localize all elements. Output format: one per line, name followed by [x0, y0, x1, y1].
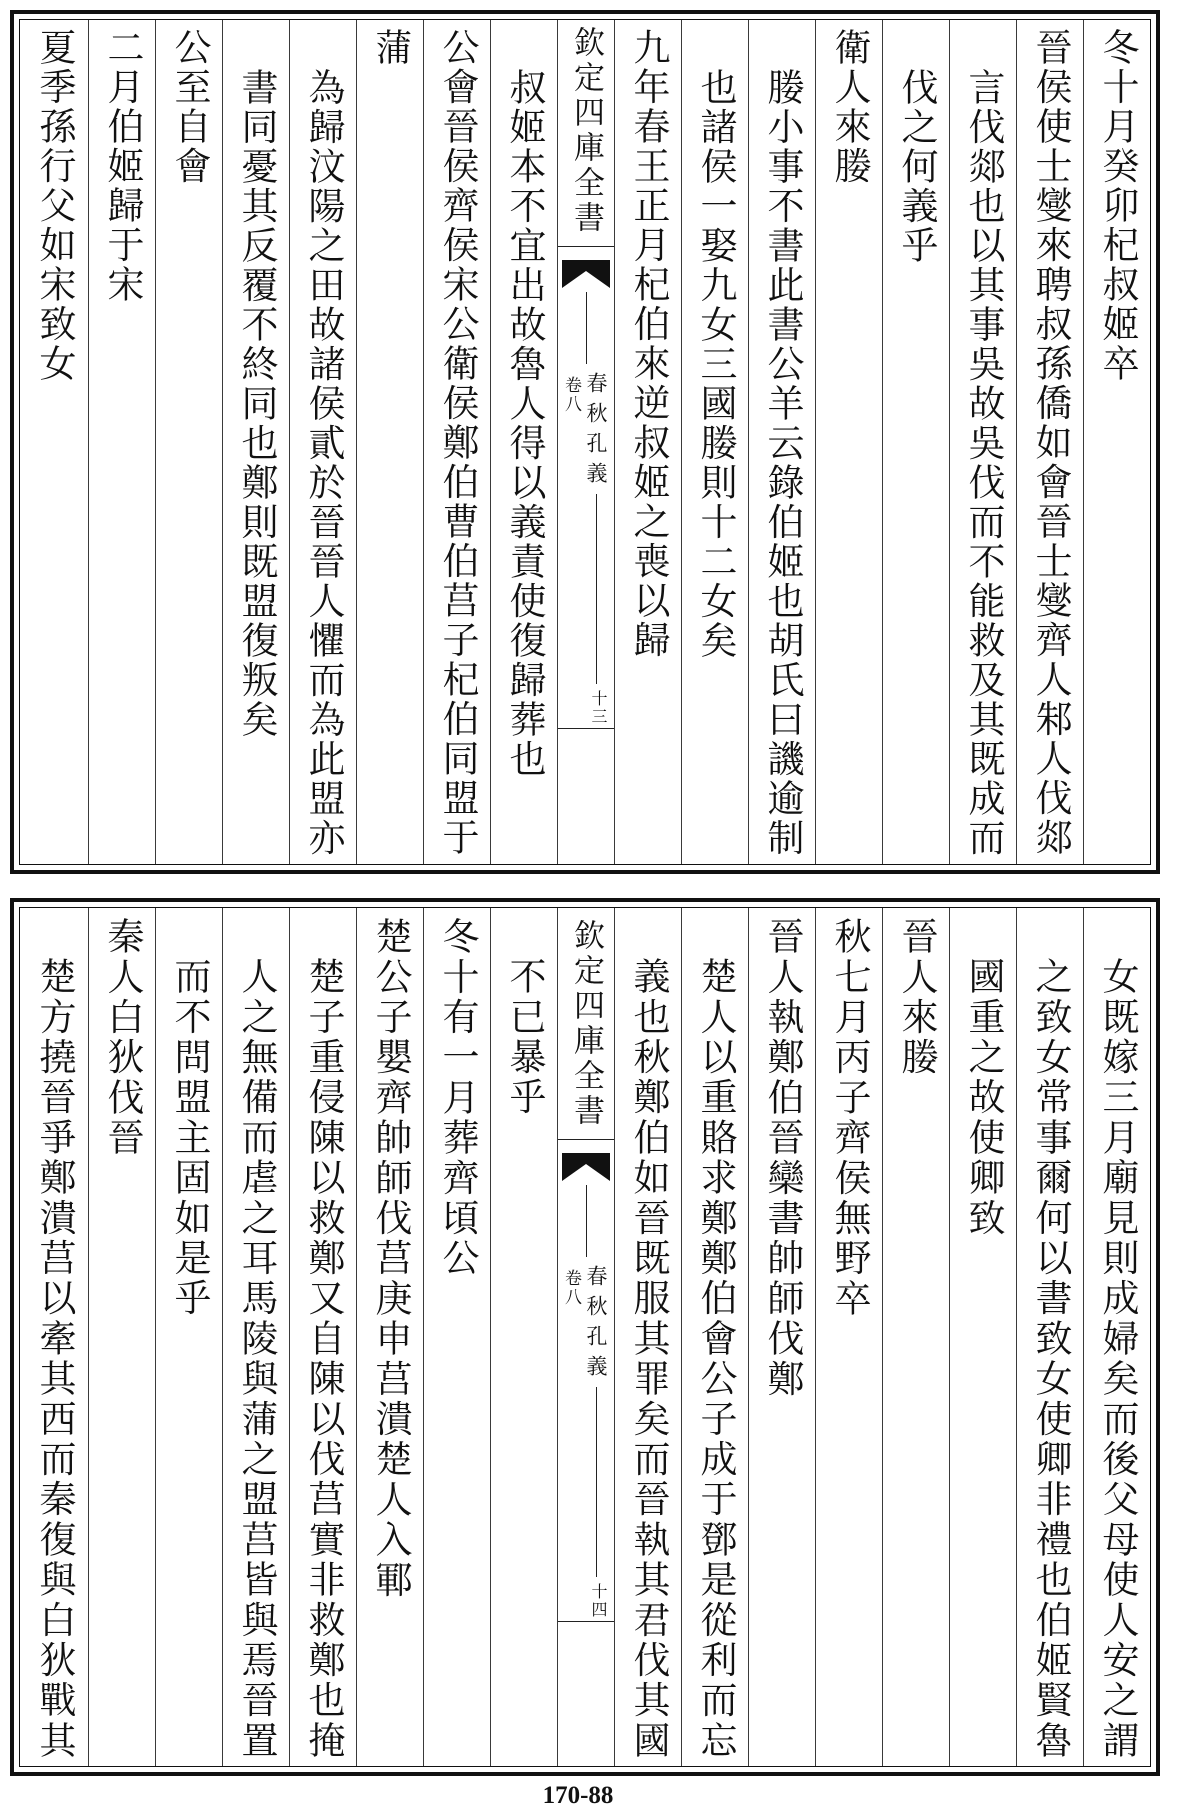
- center-fold: [557, 20, 614, 864]
- folio-number: 十三: [589, 690, 608, 726]
- column-text: 女既嫁三月廟見則成婦矣而後父母使人安之謂: [1096, 957, 1139, 1762]
- commentary-column: [21, 908, 88, 1766]
- fish-tail-ornament: [562, 1153, 610, 1181]
- folio-number: 十四: [589, 1583, 608, 1619]
- series-title: 欽定四庫全書: [568, 26, 604, 236]
- classic-text-column: [356, 20, 423, 864]
- column-text: 夏季孫行父如宋致女: [33, 28, 76, 384]
- column-text: 衛人來媵: [828, 28, 871, 186]
- commentary-column: [490, 20, 557, 864]
- fold-line: [586, 292, 587, 364]
- column-text: 為歸汶陽之田故諸侯貳於晉晉人懼而為此盟亦: [302, 67, 345, 858]
- column-text: 國重之故使卿致: [962, 957, 1005, 1239]
- column-text: 蒲: [369, 28, 412, 68]
- fold-line: [596, 1387, 597, 1577]
- column-text: 九年春王正月杞伯來逆叔姬之喪以歸: [627, 28, 670, 660]
- book-title: 春秋孔義: [584, 1265, 608, 1385]
- column-text: 秦人白狄伐晉: [101, 917, 144, 1159]
- classic-text-column: [356, 908, 423, 1766]
- classic-text-column: [882, 908, 949, 1766]
- fold-rule: [558, 1621, 614, 1622]
- page-number: 170-88: [542, 1782, 614, 1809]
- commentary-column: [222, 20, 289, 864]
- fold-rule: [558, 728, 614, 729]
- classic-text-column: [21, 20, 88, 864]
- commentary-column: [155, 908, 222, 1766]
- commentary-column: [681, 908, 748, 1766]
- commentary-column: [1083, 908, 1150, 1766]
- column-text: 也諸侯一娶九女三國媵則十二女矣: [694, 67, 737, 660]
- page-frame: [19, 19, 1151, 865]
- column-text: 之致女常事爾何以書致女使卿非禮也伯姬賢魯: [1029, 957, 1072, 1762]
- column-text: 楚方撓晉爭鄭潰莒以牽其西而秦復與白狄戰其: [33, 957, 76, 1762]
- column-text: 人之無備而虐之耳馬陵與蒲之盟莒皆與焉晉置: [235, 957, 278, 1762]
- column-text: 言伐郯也以其事吳故吳伐而不能救及其既成而: [962, 67, 1005, 858]
- classic-text-column: [614, 20, 681, 864]
- center-fold: [557, 908, 614, 1766]
- classic-text-column: [88, 908, 155, 1766]
- column-text: 晉人執鄭伯晉欒書帥師伐鄭: [761, 917, 804, 1400]
- commentary-column: [949, 908, 1016, 1766]
- commentary-column: [949, 20, 1016, 864]
- column-text: 公會晉侯齊侯宋公衛侯鄭伯曹伯莒子杞伯同盟于: [436, 28, 479, 858]
- column-text: 秋七月丙子齊侯無野卒: [828, 917, 871, 1319]
- column-text: 伐之何義乎: [895, 67, 938, 265]
- commentary-column: [748, 20, 815, 864]
- commentary-column: [490, 908, 557, 1766]
- fold-rule: [558, 246, 614, 247]
- classic-text-column: [1016, 20, 1083, 864]
- column-text: 而不問盟主固如是乎: [168, 957, 211, 1319]
- column-text: 公至自會: [168, 28, 211, 186]
- classic-text-column: [1083, 20, 1150, 864]
- commentary-column: [289, 20, 356, 864]
- book-title: 春秋孔義: [584, 372, 608, 492]
- column-text: 晉侯使士燮來聘叔孫僑如會晉士燮齊人邾人伐郯: [1029, 28, 1072, 858]
- column-text: 叔姬本不宜出故魯人得以義責使復歸葬也: [503, 67, 546, 779]
- volume-label: 卷八: [561, 376, 581, 414]
- page-panel-top: [10, 10, 1160, 874]
- column-text: 不已暴乎: [503, 957, 546, 1118]
- classic-text-column: [88, 20, 155, 864]
- commentary-column: [681, 20, 748, 864]
- classic-text-column: [423, 908, 490, 1766]
- classic-text-column: [423, 20, 490, 864]
- column-text: 楚子重侵陳以救鄭又自陳以伐莒實非救鄭也掩: [302, 957, 345, 1762]
- fish-tail-ornament: [562, 260, 610, 288]
- column-text: 冬十有一月葬齊頃公: [436, 917, 479, 1279]
- column-text: 楚公子嬰齊帥師伐莒庚申莒潰楚人入鄆: [369, 917, 412, 1601]
- series-title: 欽定四庫全書: [568, 919, 604, 1129]
- column-text: 義也秋鄭伯如晉既服其罪矣而晉執其君伐其國: [627, 957, 670, 1762]
- classic-text-column: [815, 20, 882, 864]
- volume-label: 卷八: [561, 1269, 581, 1307]
- column-text: 楚人以重賂求鄭鄭伯會公子成于鄧是從利而忘: [694, 957, 737, 1762]
- commentary-column: [289, 908, 356, 1766]
- fold-line: [596, 494, 597, 684]
- commentary-column: [614, 908, 681, 1766]
- page-panel-bottom: [10, 898, 1160, 1776]
- column-text: 晉人來媵: [895, 917, 938, 1078]
- classic-text-column: [815, 908, 882, 1766]
- fold-rule: [558, 1139, 614, 1140]
- classic-text-column: [155, 20, 222, 864]
- commentary-column: [222, 908, 289, 1766]
- column-text: 書同憂其反覆不終同也鄭則既盟復叛矣: [235, 67, 278, 739]
- column-text: 媵小事不書此書公羊云錄伯姬也胡氏曰譏逾制: [761, 67, 804, 858]
- column-text: 冬十月癸卯杞叔姬卒: [1096, 28, 1139, 384]
- column-text: 二月伯姬歸于宋: [101, 28, 144, 305]
- fold-line: [586, 1185, 587, 1257]
- commentary-column: [882, 20, 949, 864]
- commentary-column: [1016, 908, 1083, 1766]
- classic-text-column: [748, 908, 815, 1766]
- page-frame: [19, 907, 1151, 1767]
